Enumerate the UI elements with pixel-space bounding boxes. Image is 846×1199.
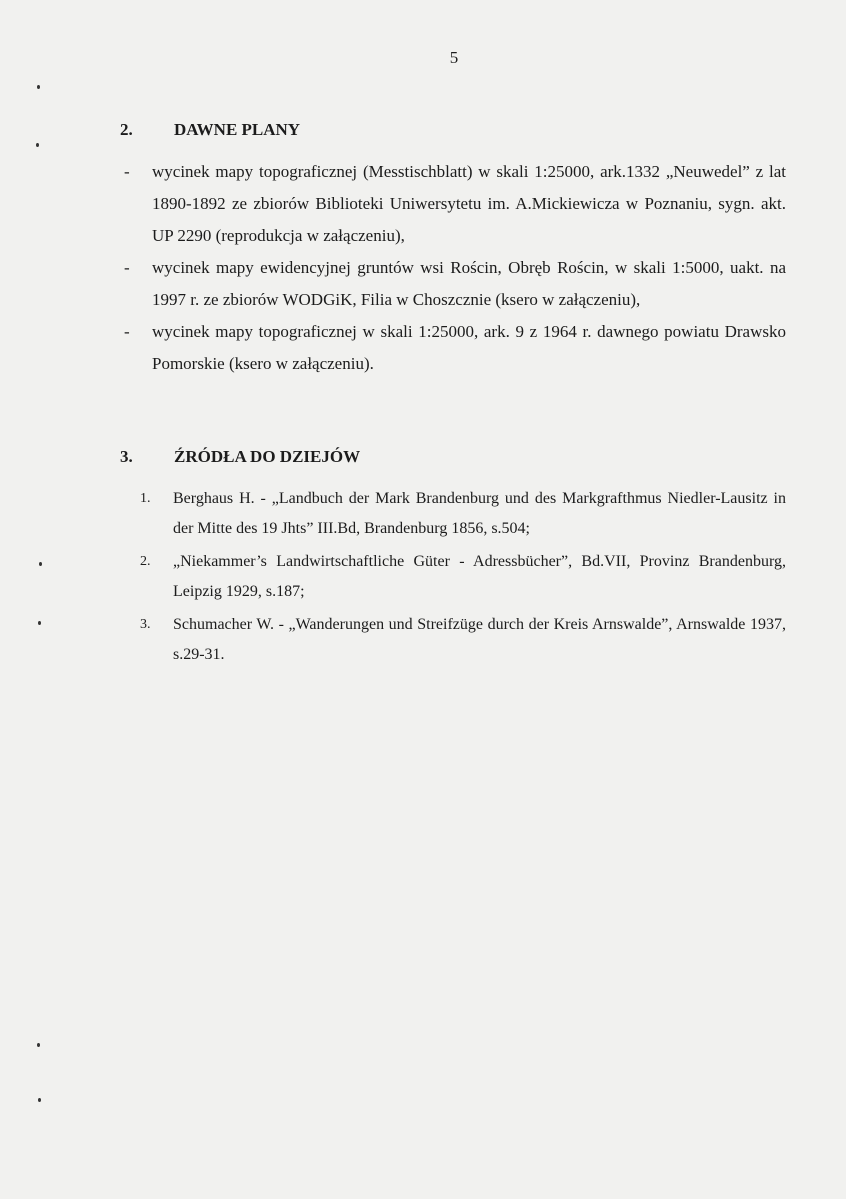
list-item-text: wycinek mapy topograficznej w skali 1:25000, ark. 9 z 1964 r. dawnego powiatu Drawsko Pomorskie (ksero w załączeniu). bbox=[152, 322, 786, 373]
list-item-index: 3. bbox=[140, 617, 151, 632]
section-number: 3. bbox=[120, 447, 133, 466]
list-item-index: 1. bbox=[140, 491, 151, 506]
sources-list bbox=[140, 484, 786, 673]
list-item-text: „Niekammer’s Landwirtschaftliche Güter - Adressbücher”, Bd.VII, Provinz Brandenburg, Leipzig 1929, s.187; bbox=[173, 553, 786, 600]
old-plans-list bbox=[124, 156, 786, 380]
list-item: - wycinek mapy topograficznej (Messtischblatt) w skali 1:25000, ark.1332 „Neuwedel” z lat 1890-1892 ze zbiorów Biblioteki Uniwersytetu im. A.Mickiewicza w Poznaniu, sygn. akt. UP 2290 (reprodukcja w załączeniu), bbox=[124, 162, 786, 245]
scan-speck bbox=[37, 1043, 40, 1047]
list-item: - wycinek mapy topograficznej w skali 1:25000, ark. 9 z 1964 r. dawnego powiatu Drawsko Pomorskie (ksero w załączeniu). bbox=[124, 322, 786, 373]
section-title: DAWNE PLANY bbox=[174, 120, 301, 139]
list-item bbox=[140, 484, 786, 544]
scan-speck bbox=[38, 1098, 41, 1102]
list-item-text: Schumacher W. - „Wanderungen und Streifzüge durch der Kreis Arnswalde”, Arnswalde 1937, s.29-31. bbox=[173, 616, 786, 663]
list-item bbox=[140, 547, 786, 607]
scan-speck bbox=[38, 621, 41, 625]
list-item-text: wycinek mapy topograficznej (Messtischblatt) w skali 1:25000, ark.1332 „Neuwedel” z lat 1890-1892 ze zbiorów Biblioteki Uniwersytetu im. A.Mickiewicza w Poznaniu, sygn. akt. UP 2290 (reprodukcja w załączeniu), bbox=[152, 162, 786, 245]
page-number: 5 bbox=[449, 48, 459, 67]
scan-speck bbox=[39, 562, 42, 566]
section-title: ŹRÓDŁA DO DZIEJÓW bbox=[174, 447, 361, 466]
list-item-text: wycinek mapy ewidencyjnej gruntów wsi Rościn, Obręb Rościn, w skali 1:5000, uakt. na 1997 r. ze zbiorów WODGiK, Filia w Choszcznie (ksero w załączeniu), bbox=[152, 258, 786, 309]
scan-speck bbox=[37, 85, 40, 89]
list-item-index: 2. bbox=[140, 554, 151, 569]
scan-speck bbox=[36, 143, 39, 147]
list-item bbox=[140, 610, 786, 670]
list-item: - wycinek mapy ewidencyjnej gruntów wsi Rościn, Obręb Rościn, w skali 1:5000, uakt. na 1997 r. ze zbiorów WODGiK, Filia w Choszcznie (ksero w załączeniu), bbox=[124, 258, 786, 309]
list-item-text: Berghaus H. - „Landbuch der Mark Brandenburg und des Markgrafthmus Niedler-Lausitz in der Mitte des 19 Jhts” III.Bd, Brandenburg 1856, s.504; bbox=[173, 490, 786, 537]
section-number: 2. bbox=[120, 120, 133, 139]
